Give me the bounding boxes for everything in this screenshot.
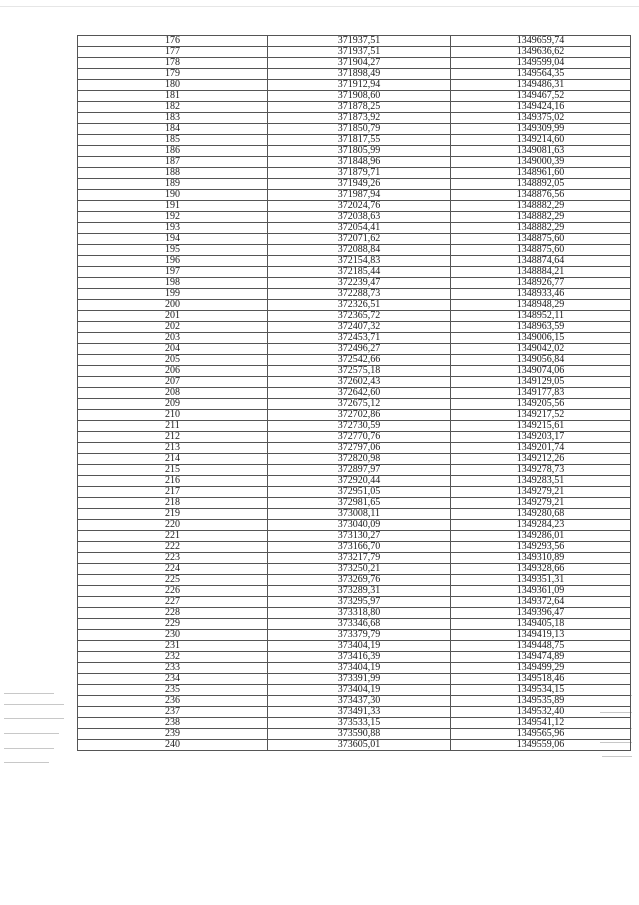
x-coordinate-cell: 372770,76: [268, 432, 451, 443]
table-row: [78, 377, 631, 388]
y-coordinate-cell: 1349129,05: [451, 377, 631, 388]
x-coordinate-cell: 373217,79: [268, 553, 451, 564]
x-coordinate-cell: 372602,43: [268, 377, 451, 388]
point-number-cell: 177: [78, 47, 268, 58]
point-number-cell: 198: [78, 278, 268, 289]
y-coordinate-cell: 1349201,74: [451, 443, 631, 454]
table-row: [78, 366, 631, 377]
x-coordinate-cell: 372675,12: [268, 399, 451, 410]
y-coordinate-cell: 1349279,21: [451, 487, 631, 498]
coordinates-table-body: [78, 36, 631, 751]
y-coordinate-cell: 1348963,59: [451, 322, 631, 333]
y-coordinate-cell: 1349310,89: [451, 553, 631, 564]
table-row: [78, 564, 631, 575]
x-coordinate-cell: 373289,31: [268, 586, 451, 597]
x-coordinate-cell: 372038,63: [268, 212, 451, 223]
x-coordinate-cell: 373404,19: [268, 685, 451, 696]
point-number-cell: 182: [78, 102, 268, 113]
x-coordinate-cell: 372542,66: [268, 355, 451, 366]
x-coordinate-cell: 373008,11: [268, 509, 451, 520]
y-coordinate-cell: 1348874,64: [451, 256, 631, 267]
y-coordinate-cell: 1349286,01: [451, 531, 631, 542]
table-row: [78, 201, 631, 212]
point-number-cell: 235: [78, 685, 268, 696]
x-coordinate-cell: 373437,30: [268, 696, 451, 707]
x-coordinate-cell: 371878,25: [268, 102, 451, 113]
table-row: [78, 586, 631, 597]
x-coordinate-cell: 372239,47: [268, 278, 451, 289]
point-number-cell: 199: [78, 289, 268, 300]
table-row: [78, 685, 631, 696]
y-coordinate-cell: 1348961,60: [451, 168, 631, 179]
y-coordinate-cell: 1349217,52: [451, 410, 631, 421]
point-number-cell: 194: [78, 234, 268, 245]
y-coordinate-cell: 1349474,89: [451, 652, 631, 663]
y-coordinate-cell: 1349278,73: [451, 465, 631, 476]
point-number-cell: 231: [78, 641, 268, 652]
table-row: [78, 465, 631, 476]
x-coordinate-cell: 373605,01: [268, 740, 451, 751]
point-number-cell: 193: [78, 223, 268, 234]
table-row: [78, 102, 631, 113]
x-coordinate-cell: 373295,97: [268, 597, 451, 608]
table-row: [78, 718, 631, 729]
x-coordinate-cell: 371904,27: [268, 58, 451, 69]
point-number-cell: 202: [78, 322, 268, 333]
table-row: [78, 234, 631, 245]
table-row: [78, 531, 631, 542]
x-coordinate-cell: 372088,84: [268, 245, 451, 256]
x-coordinate-cell: 372496,27: [268, 344, 451, 355]
y-coordinate-cell: 1349280,68: [451, 509, 631, 520]
y-coordinate-cell: 1349081,63: [451, 146, 631, 157]
table-row: [78, 729, 631, 740]
point-number-cell: 215: [78, 465, 268, 476]
point-number-cell: 216: [78, 476, 268, 487]
x-coordinate-cell: 373416,39: [268, 652, 451, 663]
point-number-cell: 197: [78, 267, 268, 278]
table-row: [78, 135, 631, 146]
table-row: [78, 509, 631, 520]
table-row: [78, 58, 631, 69]
y-coordinate-cell: 1349006,15: [451, 333, 631, 344]
table-row: [78, 498, 631, 509]
x-coordinate-cell: 372797,06: [268, 443, 451, 454]
table-row: [78, 476, 631, 487]
y-coordinate-cell: 1349659,74: [451, 36, 631, 47]
x-coordinate-cell: 373590,88: [268, 729, 451, 740]
x-coordinate-cell: 372730,59: [268, 421, 451, 432]
table-row: [78, 333, 631, 344]
point-number-cell: 224: [78, 564, 268, 575]
x-coordinate-cell: 373404,19: [268, 641, 451, 652]
table-row: [78, 641, 631, 652]
point-number-cell: 186: [78, 146, 268, 157]
coordinates-table: [77, 35, 631, 751]
y-coordinate-cell: 1349284,23: [451, 520, 631, 531]
x-coordinate-cell: 371817,55: [268, 135, 451, 146]
point-number-cell: 217: [78, 487, 268, 498]
table-row: [78, 69, 631, 80]
point-number-cell: 187: [78, 157, 268, 168]
y-coordinate-cell: 1348948,29: [451, 300, 631, 311]
x-coordinate-cell: 372407,32: [268, 322, 451, 333]
table-row: [78, 278, 631, 289]
table-row: [78, 421, 631, 432]
table-row: [78, 388, 631, 399]
table-row: [78, 355, 631, 366]
y-coordinate-cell: 1349599,04: [451, 58, 631, 69]
margin-artifact: [4, 748, 54, 749]
x-coordinate-cell: 371873,92: [268, 113, 451, 124]
margin-artifact: [4, 762, 49, 763]
y-coordinate-cell: 1349074,06: [451, 366, 631, 377]
y-coordinate-cell: 1349293,56: [451, 542, 631, 553]
point-number-cell: 239: [78, 729, 268, 740]
x-coordinate-cell: 373318,80: [268, 608, 451, 619]
y-coordinate-cell: 1349396,47: [451, 608, 631, 619]
point-number-cell: 201: [78, 311, 268, 322]
table-row: [78, 179, 631, 190]
x-coordinate-cell: 372054,41: [268, 223, 451, 234]
y-coordinate-cell: 1349534,15: [451, 685, 631, 696]
x-coordinate-cell: 372024,76: [268, 201, 451, 212]
point-number-cell: 203: [78, 333, 268, 344]
table-row: [78, 157, 631, 168]
margin-artifact: [4, 718, 64, 719]
x-coordinate-cell: 373040,09: [268, 520, 451, 531]
x-coordinate-cell: 373391,99: [268, 674, 451, 685]
table-row: [78, 608, 631, 619]
point-number-cell: 211: [78, 421, 268, 432]
x-coordinate-cell: 372702,86: [268, 410, 451, 421]
y-coordinate-cell: 1349372,64: [451, 597, 631, 608]
x-coordinate-cell: 372981,65: [268, 498, 451, 509]
point-number-cell: 218: [78, 498, 268, 509]
y-coordinate-cell: 1348882,29: [451, 212, 631, 223]
margin-artifact: [602, 756, 632, 757]
point-number-cell: 236: [78, 696, 268, 707]
y-coordinate-cell: 1349328,66: [451, 564, 631, 575]
y-coordinate-cell: 1348884,21: [451, 267, 631, 278]
y-coordinate-cell: 1349361,09: [451, 586, 631, 597]
table-row: [78, 663, 631, 674]
table-row: [78, 740, 631, 751]
y-coordinate-cell: 1349518,46: [451, 674, 631, 685]
point-number-cell: 226: [78, 586, 268, 597]
margin-artifact: [4, 693, 54, 694]
x-coordinate-cell: 371848,96: [268, 157, 451, 168]
y-coordinate-cell: 1349541,12: [451, 718, 631, 729]
x-coordinate-cell: 373533,15: [268, 718, 451, 729]
table-row: [78, 245, 631, 256]
y-coordinate-cell: 1348933,46: [451, 289, 631, 300]
x-coordinate-cell: 371908,60: [268, 91, 451, 102]
point-number-cell: 183: [78, 113, 268, 124]
x-coordinate-cell: 372185,44: [268, 267, 451, 278]
table-row: [78, 256, 631, 267]
y-coordinate-cell: 1349212,26: [451, 454, 631, 465]
table-row: [78, 36, 631, 47]
y-coordinate-cell: 1349424,16: [451, 102, 631, 113]
point-number-cell: 229: [78, 619, 268, 630]
point-number-cell: 225: [78, 575, 268, 586]
y-coordinate-cell: 1349279,21: [451, 498, 631, 509]
table-row: [78, 454, 631, 465]
x-coordinate-cell: 373491,33: [268, 707, 451, 718]
point-number-cell: 234: [78, 674, 268, 685]
y-coordinate-cell: 1349309,99: [451, 124, 631, 135]
x-coordinate-cell: 372820,98: [268, 454, 451, 465]
y-coordinate-cell: 1348952,11: [451, 311, 631, 322]
x-coordinate-cell: 371937,51: [268, 36, 451, 47]
point-number-cell: 210: [78, 410, 268, 421]
point-number-cell: 228: [78, 608, 268, 619]
x-coordinate-cell: 372897,97: [268, 465, 451, 476]
x-coordinate-cell: 371949,26: [268, 179, 451, 190]
scan-edge-line: [0, 6, 639, 7]
table-row: [78, 113, 631, 124]
point-number-cell: 209: [78, 399, 268, 410]
table-row: [78, 91, 631, 102]
table-row: [78, 674, 631, 685]
x-coordinate-cell: 373130,27: [268, 531, 451, 542]
point-number-cell: 219: [78, 509, 268, 520]
table-row: [78, 630, 631, 641]
point-number-cell: 184: [78, 124, 268, 135]
y-coordinate-cell: 1349351,31: [451, 575, 631, 586]
y-coordinate-cell: 1349419,13: [451, 630, 631, 641]
x-coordinate-cell: 372154,83: [268, 256, 451, 267]
table-row: [78, 399, 631, 410]
point-number-cell: 181: [78, 91, 268, 102]
y-coordinate-cell: 1349177,83: [451, 388, 631, 399]
y-coordinate-cell: 1349532,40: [451, 707, 631, 718]
y-coordinate-cell: 1348926,77: [451, 278, 631, 289]
x-coordinate-cell: 371912,94: [268, 80, 451, 91]
table-row: [78, 652, 631, 663]
x-coordinate-cell: 372288,73: [268, 289, 451, 300]
table-row: [78, 168, 631, 179]
point-number-cell: 188: [78, 168, 268, 179]
table-row: [78, 47, 631, 58]
table-row: [78, 212, 631, 223]
point-number-cell: 220: [78, 520, 268, 531]
x-coordinate-cell: 371937,51: [268, 47, 451, 58]
point-number-cell: 223: [78, 553, 268, 564]
table-row: [78, 575, 631, 586]
table-row: [78, 190, 631, 201]
point-number-cell: 208: [78, 388, 268, 399]
point-number-cell: 196: [78, 256, 268, 267]
y-coordinate-cell: 1349042,02: [451, 344, 631, 355]
x-coordinate-cell: 372642,60: [268, 388, 451, 399]
point-number-cell: 204: [78, 344, 268, 355]
y-coordinate-cell: 1349535,89: [451, 696, 631, 707]
y-coordinate-cell: 1349205,56: [451, 399, 631, 410]
point-number-cell: 232: [78, 652, 268, 663]
y-coordinate-cell: 1349283,51: [451, 476, 631, 487]
point-number-cell: 190: [78, 190, 268, 201]
point-number-cell: 192: [78, 212, 268, 223]
y-coordinate-cell: 1349214,60: [451, 135, 631, 146]
table-row: [78, 267, 631, 278]
x-coordinate-cell: 372575,18: [268, 366, 451, 377]
margin-artifact: [4, 733, 59, 734]
point-number-cell: 180: [78, 80, 268, 91]
x-coordinate-cell: 372365,72: [268, 311, 451, 322]
x-coordinate-cell: 371879,71: [268, 168, 451, 179]
point-number-cell: 189: [78, 179, 268, 190]
y-coordinate-cell: 1349000,39: [451, 157, 631, 168]
y-coordinate-cell: 1349405,18: [451, 619, 631, 630]
x-coordinate-cell: 372326,51: [268, 300, 451, 311]
y-coordinate-cell: 1348875,60: [451, 245, 631, 256]
point-number-cell: 230: [78, 630, 268, 641]
table-row: [78, 124, 631, 135]
point-number-cell: 238: [78, 718, 268, 729]
point-number-cell: 206: [78, 366, 268, 377]
table-row: [78, 289, 631, 300]
x-coordinate-cell: 373404,19: [268, 663, 451, 674]
point-number-cell: 191: [78, 201, 268, 212]
point-number-cell: 178: [78, 58, 268, 69]
point-number-cell: 205: [78, 355, 268, 366]
point-number-cell: 176: [78, 36, 268, 47]
y-coordinate-cell: 1349203,17: [451, 432, 631, 443]
table-row: [78, 80, 631, 91]
table-row: [78, 696, 631, 707]
table-row: [78, 223, 631, 234]
x-coordinate-cell: 371987,94: [268, 190, 451, 201]
y-coordinate-cell: 1349486,31: [451, 80, 631, 91]
point-number-cell: 207: [78, 377, 268, 388]
point-number-cell: 214: [78, 454, 268, 465]
point-number-cell: 240: [78, 740, 268, 751]
x-coordinate-cell: 373346,68: [268, 619, 451, 630]
point-number-cell: 221: [78, 531, 268, 542]
y-coordinate-cell: 1349565,96: [451, 729, 631, 740]
y-coordinate-cell: 1348892,05: [451, 179, 631, 190]
y-coordinate-cell: 1349056,84: [451, 355, 631, 366]
y-coordinate-cell: 1348882,29: [451, 201, 631, 212]
y-coordinate-cell: 1349467,52: [451, 91, 631, 102]
point-number-cell: 222: [78, 542, 268, 553]
point-number-cell: 185: [78, 135, 268, 146]
y-coordinate-cell: 1348875,60: [451, 234, 631, 245]
y-coordinate-cell: 1349499,29: [451, 663, 631, 674]
x-coordinate-cell: 372453,71: [268, 333, 451, 344]
point-number-cell: 213: [78, 443, 268, 454]
x-coordinate-cell: 372071,62: [268, 234, 451, 245]
table-row: [78, 619, 631, 630]
y-coordinate-cell: 1349448,75: [451, 641, 631, 652]
y-coordinate-cell: 1348882,29: [451, 223, 631, 234]
table-row: [78, 487, 631, 498]
table-row: [78, 707, 631, 718]
table-row: [78, 542, 631, 553]
x-coordinate-cell: 373379,79: [268, 630, 451, 641]
y-coordinate-cell: 1349564,35: [451, 69, 631, 80]
table-row: [78, 553, 631, 564]
point-number-cell: 233: [78, 663, 268, 674]
y-coordinate-cell: 1349215,61: [451, 421, 631, 432]
margin-artifact: [4, 704, 64, 705]
table-row: [78, 322, 631, 333]
x-coordinate-cell: 372951,05: [268, 487, 451, 498]
y-coordinate-cell: 1348876,56: [451, 190, 631, 201]
table-row: [78, 443, 631, 454]
table-row: [78, 311, 631, 322]
point-number-cell: 237: [78, 707, 268, 718]
x-coordinate-cell: 373250,21: [268, 564, 451, 575]
point-number-cell: 195: [78, 245, 268, 256]
x-coordinate-cell: 373269,76: [268, 575, 451, 586]
x-coordinate-cell: 371805,99: [268, 146, 451, 157]
table-row: [78, 432, 631, 443]
table-row: [78, 300, 631, 311]
table-row: [78, 146, 631, 157]
y-coordinate-cell: 1349559,06: [451, 740, 631, 751]
table-row: [78, 520, 631, 531]
table-row: [78, 597, 631, 608]
point-number-cell: 212: [78, 432, 268, 443]
y-coordinate-cell: 1349636,62: [451, 47, 631, 58]
x-coordinate-cell: 373166,70: [268, 542, 451, 553]
x-coordinate-cell: 372920,44: [268, 476, 451, 487]
table-row: [78, 410, 631, 421]
x-coordinate-cell: 371850,79: [268, 124, 451, 135]
x-coordinate-cell: 371898,49: [268, 69, 451, 80]
point-number-cell: 227: [78, 597, 268, 608]
y-coordinate-cell: 1349375,02: [451, 113, 631, 124]
table-row: [78, 344, 631, 355]
point-number-cell: 179: [78, 69, 268, 80]
point-number-cell: 200: [78, 300, 268, 311]
